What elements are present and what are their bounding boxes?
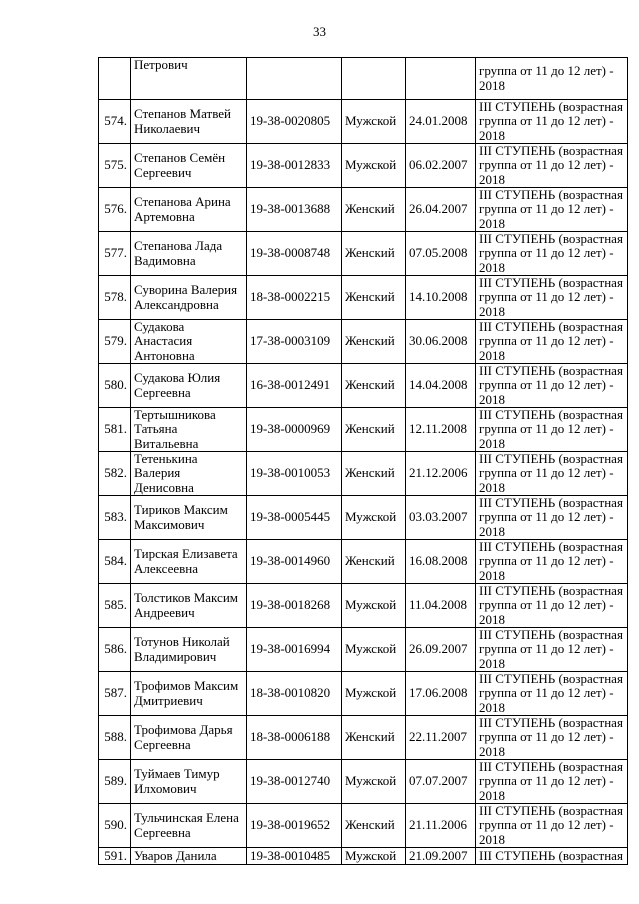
stage-line: III СТУПЕНЬ (возрастная bbox=[479, 583, 623, 599]
birth-date-cell: 22.11.2007 bbox=[406, 716, 476, 760]
name-cell: Толстиков Максим Андреевич bbox=[131, 584, 247, 628]
gender-cell: Женский bbox=[342, 188, 406, 232]
row-number-cell: 584. bbox=[99, 540, 131, 584]
stage-line: 2018 bbox=[479, 391, 505, 407]
registration-id-cell: 19-38-0010053 bbox=[247, 452, 342, 496]
birth-date-cell: 21.11.2006 bbox=[406, 804, 476, 848]
stage-line: 2018 bbox=[479, 523, 505, 539]
birth-date-cell: 24.01.2008 bbox=[406, 100, 476, 144]
name-cell: Тирская Елизавета Алексеевна bbox=[131, 540, 247, 584]
stage-line: группа от 11 до 12 лет) - bbox=[479, 465, 614, 481]
gender-cell: Мужской bbox=[342, 144, 406, 188]
table-row bbox=[99, 100, 628, 144]
table-row bbox=[99, 320, 628, 364]
registration-id-cell: 18-38-0010820 bbox=[247, 672, 342, 716]
registration-id-cell: 19-38-0016994 bbox=[247, 628, 342, 672]
stage-line: III СТУПЕНЬ (возрастная bbox=[479, 847, 623, 863]
name-cell: Степанов Матвей Николаевич bbox=[131, 100, 247, 144]
participants-table bbox=[98, 57, 628, 865]
registration-id-cell: 19-38-0014960 bbox=[247, 540, 342, 584]
birth-date-cell: 16.08.2008 bbox=[406, 540, 476, 584]
row-number-cell: 585. bbox=[99, 584, 131, 628]
stage-cell bbox=[476, 760, 628, 804]
row-number-cell: 580. bbox=[99, 364, 131, 408]
stage-line: III СТУПЕНЬ (возрастная bbox=[479, 187, 623, 203]
row-number-cell: 589. bbox=[99, 760, 131, 804]
registration-id-cell: 18-38-0006188 bbox=[247, 716, 342, 760]
stage-line: 2018 bbox=[479, 127, 505, 143]
stage-cell bbox=[476, 232, 628, 276]
stage-line: 2018 bbox=[479, 787, 505, 803]
stage-line: группа от 11 до 12 лет) - bbox=[479, 553, 614, 569]
table-body bbox=[99, 58, 628, 865]
stage-cell bbox=[476, 452, 628, 496]
name-cell: Тотунов Николай Владимирович bbox=[131, 628, 247, 672]
stage-line: 2018 bbox=[479, 743, 505, 759]
stage-line: III СТУПЕНЬ (возрастная bbox=[479, 495, 623, 511]
stage-line: 2018 bbox=[479, 171, 505, 187]
stage-line: группа от 11 до 12 лет) - bbox=[479, 729, 614, 745]
gender-cell: Женский bbox=[342, 276, 406, 320]
gender-cell: Женский bbox=[342, 408, 406, 452]
row-number-cell: 581. bbox=[99, 408, 131, 452]
stage-cell bbox=[476, 320, 628, 364]
stage-cell bbox=[476, 144, 628, 188]
table-row bbox=[99, 848, 628, 865]
row-number-cell: 574. bbox=[99, 100, 131, 144]
stage-line: III СТУПЕНЬ (возрастная bbox=[479, 363, 623, 379]
stage-cell bbox=[476, 276, 628, 320]
birth-date-cell: 26.09.2007 bbox=[406, 628, 476, 672]
stage-cell bbox=[476, 848, 628, 865]
stage-line: III СТУПЕНЬ (возрастная bbox=[479, 627, 623, 643]
birth-date-cell: 07.05.2008 bbox=[406, 232, 476, 276]
stage-cell bbox=[476, 540, 628, 584]
stage-cell bbox=[476, 628, 628, 672]
gender-cell: Женский bbox=[342, 452, 406, 496]
stage-line: группа от 11 до 12 лет) - bbox=[479, 509, 614, 525]
row-number-cell: 586. bbox=[99, 628, 131, 672]
stage-line: группа от 11 до 12 лет) - bbox=[479, 157, 614, 173]
stage-cell bbox=[476, 716, 628, 760]
stage-line: группа от 11 до 12 лет) - bbox=[479, 377, 614, 393]
registration-id-cell: 19-38-0000969 bbox=[247, 408, 342, 452]
registration-id-cell: 19-38-0005445 bbox=[247, 496, 342, 540]
stage-line: III СТУПЕНЬ (возрастная bbox=[479, 275, 623, 291]
stage-line: группа от 11 до 12 лет) - bbox=[479, 63, 614, 79]
stage-line: 2018 bbox=[479, 831, 505, 847]
name-cell: Тетенькина Валерия Денисовна bbox=[131, 452, 247, 496]
table-row bbox=[99, 628, 628, 672]
gender-cell: Мужской bbox=[342, 100, 406, 144]
birth-date-cell: 26.04.2007 bbox=[406, 188, 476, 232]
table-row bbox=[99, 364, 628, 408]
registration-id-cell: 19-38-0018268 bbox=[247, 584, 342, 628]
table-row bbox=[99, 672, 628, 716]
stage-line: группа от 11 до 12 лет) - bbox=[479, 289, 614, 305]
table-row bbox=[99, 452, 628, 496]
birth-date-cell: 30.06.2008 bbox=[406, 320, 476, 364]
row-number-cell: 579. bbox=[99, 320, 131, 364]
name-cell: Уваров Данила bbox=[131, 848, 247, 865]
stage-line: 2018 bbox=[479, 259, 505, 275]
table-row bbox=[99, 144, 628, 188]
stage-line: III СТУПЕНЬ (возрастная bbox=[479, 715, 623, 731]
name-cell: Судакова Анастасия Антоновна bbox=[131, 320, 247, 364]
stage-line: III СТУПЕНЬ (возрастная bbox=[479, 143, 623, 159]
stage-line: 2018 bbox=[479, 303, 505, 319]
stage-line: группа от 11 до 12 лет) - bbox=[479, 113, 614, 129]
stage-cell bbox=[476, 804, 628, 848]
table-row bbox=[99, 584, 628, 628]
row-number-cell: 578. bbox=[99, 276, 131, 320]
table-row bbox=[99, 540, 628, 584]
table-row bbox=[99, 760, 628, 804]
stage-cell bbox=[476, 188, 628, 232]
stage-line: 2018 bbox=[479, 435, 505, 451]
gender-cell: Мужской bbox=[342, 760, 406, 804]
gender-cell bbox=[342, 58, 406, 100]
stage-line: группа от 11 до 12 лет) - bbox=[479, 685, 614, 701]
stage-line: III СТУПЕНЬ (возрастная bbox=[479, 803, 623, 819]
page-number: 33 bbox=[313, 24, 326, 39]
stage-line: 2018 bbox=[479, 655, 505, 671]
name-cell: Степанов Семён Сергеевич bbox=[131, 144, 247, 188]
registration-id-cell: 19-38-0013688 bbox=[247, 188, 342, 232]
gender-cell: Женский bbox=[342, 232, 406, 276]
table-row bbox=[99, 716, 628, 760]
name-cell: Туймаев Тимур Илхомович bbox=[131, 760, 247, 804]
name-cell: Тертышникова Татьяна Витальевна bbox=[131, 408, 247, 452]
stage-cell bbox=[476, 100, 628, 144]
table-row bbox=[99, 232, 628, 276]
stage-line: группа от 11 до 12 лет) - bbox=[479, 245, 614, 261]
table-row bbox=[99, 804, 628, 848]
stage-cell bbox=[476, 58, 628, 100]
stage-line: III СТУПЕНЬ (возрастная bbox=[479, 231, 623, 247]
stage-cell bbox=[476, 672, 628, 716]
gender-cell: Женский bbox=[342, 804, 406, 848]
gender-cell: Женский bbox=[342, 364, 406, 408]
stage-cell bbox=[476, 584, 628, 628]
stage-line: группа от 11 до 12 лет) - bbox=[479, 773, 614, 789]
stage-line: III СТУПЕНЬ (возрастная bbox=[479, 759, 623, 775]
birth-date-cell: 14.04.2008 bbox=[406, 364, 476, 408]
stage-cell bbox=[476, 496, 628, 540]
birth-date-cell: 14.10.2008 bbox=[406, 276, 476, 320]
stage-line: 2018 bbox=[479, 215, 505, 231]
registration-id-cell: 19-38-0019652 bbox=[247, 804, 342, 848]
stage-line: группа от 11 до 12 лет) - bbox=[479, 641, 614, 657]
birth-date-cell bbox=[406, 58, 476, 100]
gender-cell: Женский bbox=[342, 540, 406, 584]
gender-cell: Мужской bbox=[342, 628, 406, 672]
gender-cell: Мужской bbox=[342, 672, 406, 716]
row-number-cell: 590. bbox=[99, 804, 131, 848]
gender-cell: Мужской bbox=[342, 848, 406, 865]
row-number-cell: 576. bbox=[99, 188, 131, 232]
table-row bbox=[99, 188, 628, 232]
birth-date-cell: 11.04.2008 bbox=[406, 584, 476, 628]
birth-date-cell: 21.12.2006 bbox=[406, 452, 476, 496]
registration-id-cell bbox=[247, 58, 342, 100]
stage-line: группа от 11 до 12 лет) - bbox=[479, 597, 614, 613]
name-cell: Тульчинская Елена Сергеевна bbox=[131, 804, 247, 848]
row-number-cell: 583. bbox=[99, 496, 131, 540]
birth-date-cell: 17.06.2008 bbox=[406, 672, 476, 716]
name-cell: Степанова Лада Вадимовна bbox=[131, 232, 247, 276]
registration-id-cell: 19-38-0008748 bbox=[247, 232, 342, 276]
stage-line: группа от 11 до 12 лет) - bbox=[479, 421, 614, 437]
gender-cell: Женский bbox=[342, 716, 406, 760]
row-number-cell bbox=[99, 58, 131, 100]
stage-line: III СТУПЕНЬ (возрастная bbox=[479, 407, 623, 423]
name-cell: Судакова Юлия Сергеевна bbox=[131, 364, 247, 408]
registration-id-cell: 19-38-0020805 bbox=[247, 100, 342, 144]
stage-line: 2018 bbox=[479, 479, 505, 495]
registration-id-cell: 18-38-0002215 bbox=[247, 276, 342, 320]
row-number-cell: 591. bbox=[99, 848, 131, 865]
stage-line: III СТУПЕНЬ (возрастная bbox=[479, 539, 623, 555]
row-number-cell: 587. bbox=[99, 672, 131, 716]
table-row bbox=[99, 276, 628, 320]
stage-line: группа от 11 до 12 лет) - bbox=[479, 201, 614, 217]
stage-cell bbox=[476, 408, 628, 452]
row-number-cell: 577. bbox=[99, 232, 131, 276]
name-cell: Трофимова Дарья Сергеевна bbox=[131, 716, 247, 760]
name-cell: Суворина Валерия Александровна bbox=[131, 276, 247, 320]
birth-date-cell: 12.11.2008 bbox=[406, 408, 476, 452]
birth-date-cell: 07.07.2007 bbox=[406, 760, 476, 804]
registration-id-cell: 16-38-0012491 bbox=[247, 364, 342, 408]
name-cell: Трофимов Максим Дмитриевич bbox=[131, 672, 247, 716]
stage-line: III СТУПЕНЬ (возрастная bbox=[479, 671, 623, 687]
gender-cell: Женский bbox=[342, 320, 406, 364]
gender-cell: Мужской bbox=[342, 584, 406, 628]
stage-line: группа от 11 до 12 лет) - bbox=[479, 333, 614, 349]
stage-line: III СТУПЕНЬ (возрастная bbox=[479, 319, 623, 335]
table-row bbox=[99, 496, 628, 540]
row-number-cell: 575. bbox=[99, 144, 131, 188]
registration-id-cell: 19-38-0012740 bbox=[247, 760, 342, 804]
stage-line: группа от 11 до 12 лет) - bbox=[479, 817, 614, 833]
stage-line: 2018 bbox=[479, 699, 505, 715]
stage-line: 2018 bbox=[479, 347, 505, 363]
stage-cell bbox=[476, 364, 628, 408]
registration-id-cell: 17-38-0003109 bbox=[247, 320, 342, 364]
stage-line: 2018 bbox=[479, 611, 505, 627]
registration-id-cell: 19-38-0012833 bbox=[247, 144, 342, 188]
stage-line: III СТУПЕНЬ (возрастная bbox=[479, 451, 623, 467]
birth-date-cell: 06.02.2007 bbox=[406, 144, 476, 188]
name-cell: Тириков Максим Максимович bbox=[131, 496, 247, 540]
stage-line: 2018 bbox=[479, 567, 505, 583]
table-row bbox=[99, 58, 628, 100]
registration-id-cell: 19-38-0010485 bbox=[247, 848, 342, 865]
row-number-cell: 588. bbox=[99, 716, 131, 760]
stage-line: III СТУПЕНЬ (возрастная bbox=[479, 99, 623, 115]
name-cell: Степанова Арина Артемовна bbox=[131, 188, 247, 232]
table-row bbox=[99, 408, 628, 452]
birth-date-cell: 03.03.2007 bbox=[406, 496, 476, 540]
birth-date-cell: 21.09.2007 bbox=[406, 848, 476, 865]
row-number-cell: 582. bbox=[99, 452, 131, 496]
gender-cell: Мужской bbox=[342, 496, 406, 540]
name-cell: Петрович bbox=[131, 58, 247, 100]
stage-line: 2018 bbox=[479, 77, 505, 93]
